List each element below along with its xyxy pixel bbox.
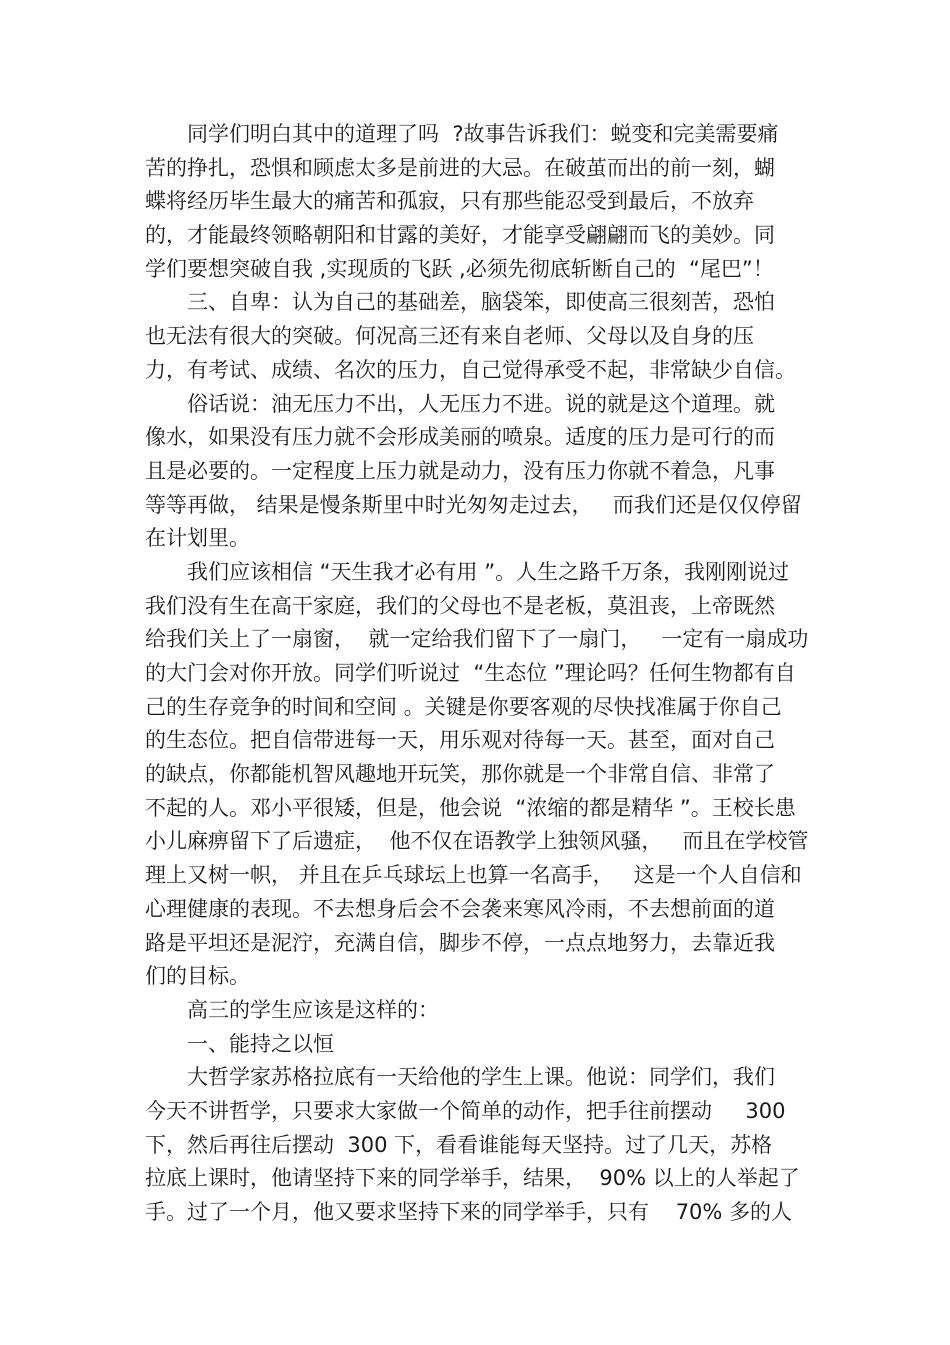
text-line: 拉底上课时，他请坚持下来的同学举手，结果， 90% 以上的人举起了 <box>145 1166 800 1191</box>
text-line: 大哲学家苏格拉底有一天给他的学生上课。他说：同学们，我们 <box>187 1065 775 1090</box>
text-line: 三、自卑：认为自己的基础差，脑袋笨，即使高三很刻苦，恐怕 <box>187 290 775 315</box>
text-line: 己的生存竞争的时间和空间 。关键是你要客观的尽快找准属于你自己 <box>145 694 782 719</box>
text-line: 手。过了一个月，他又要求坚持下来的同学举手，只有 70% 多的人 <box>145 1200 793 1224</box>
text-line: 力，有考试、成绩、名次的压力，自己觉得承受不起，非常缺少自信。 <box>145 357 796 382</box>
text-line: 我们应该相信 “天生我才必有用 ”。人生之路千万条，我刚刚说过 <box>187 559 790 584</box>
text-line: 的缺点，你都能机智风趣地开玩笑，那你就是一个非常自信、非常了 <box>145 762 775 787</box>
text-line: 路是平坦还是泥泞，充满自信，脚步不停，一点点地努力，去靠近我 <box>145 930 775 955</box>
text-line: 俗话说：油无压力不出，人无压力不进。说的就是这个道理。就 <box>187 391 775 416</box>
text-line: 像水，如果没有压力就不会形成美丽的喷泉。适度的压力是可行的而 <box>145 425 775 450</box>
text-line: 们的目标。 <box>145 964 250 989</box>
text-line: 心理健康的表现。不去想身后会不会袭来寒风冷雨，不去想前面的道 <box>145 896 775 921</box>
text-line: 的生态位。把自信带进每一天，用乐观对待每一天。甚至，面对自己 <box>145 728 775 753</box>
text-line: 且是必要的。一定程度上压力就是动力，没有压力你就不着急，凡事 <box>145 458 775 483</box>
text-line: 学们要想突破自我 ,实现质的飞跃 ,必须先彻底斩断自己的 “尾巴”！ <box>145 256 774 281</box>
text-line: 也无法有很大的突破。何况高三还有来自老师、父母以及自身的压 <box>145 324 754 349</box>
text-line: 一、能持之以恒 <box>187 1031 334 1056</box>
text-line: 理上又树一帜， 并且在乒乓球坛上也算一名高手， 这是一个人自信和 <box>145 863 802 888</box>
text-line: 在计划里。 <box>145 526 250 551</box>
text-line: 同学们明白其中的道理了吗 ?故事告诉我们：蜕变和完美需要痛 <box>187 122 779 146</box>
text-line: 蝶将经历毕生最大的痛苦和孤寂，只有那些能忍受到最后，不放弃 <box>145 189 754 214</box>
text-line: 的大门会对你开放。同学们听说过 “生态位 ”理论吗？任何生物都有自 <box>145 661 796 685</box>
text-line: 我们没有生在高干家庭，我们的父母也不是老板，莫沮丧，上帝既然 <box>145 593 775 618</box>
text-line: 不起的人。邓小平很矮，但是，他会说 “浓缩的都是精华 ”。王校长患 <box>145 795 796 820</box>
text-line: 的，才能最终领略朝阳和甘露的美好，才能享受翩翩而飞的美妙。同 <box>145 223 775 248</box>
text-line: 今天不讲哲学，只要求大家做一个简单的动作，把手往前摆动 300 <box>145 1098 786 1123</box>
text-line: 小儿麻痹留下了后遗症， 他不仅在语教学上独领风骚， 而且在学校管 <box>145 829 809 854</box>
text-line: 下，然后再往后摆动 300 下，看看谁能每天坚持。过了几天，苏格 <box>145 1132 773 1157</box>
text-line: 高三的学生应该是这样的： <box>187 997 439 1022</box>
body-text <box>145 118 815 1230</box>
text-line: 苦的挣扎，恐惧和顾虑太多是前进的大忌。在破茧而出的前一刻，蝴 <box>145 155 775 180</box>
text-line: 等等再做， 结果是慢条斯里中时光匆匆走过去， 而我们还是仅仅停留 <box>145 492 802 517</box>
text-line: 给我们关上了一扇窗， 就一定给我们留下了一扇门， 一定有一扇成功 <box>145 627 809 652</box>
